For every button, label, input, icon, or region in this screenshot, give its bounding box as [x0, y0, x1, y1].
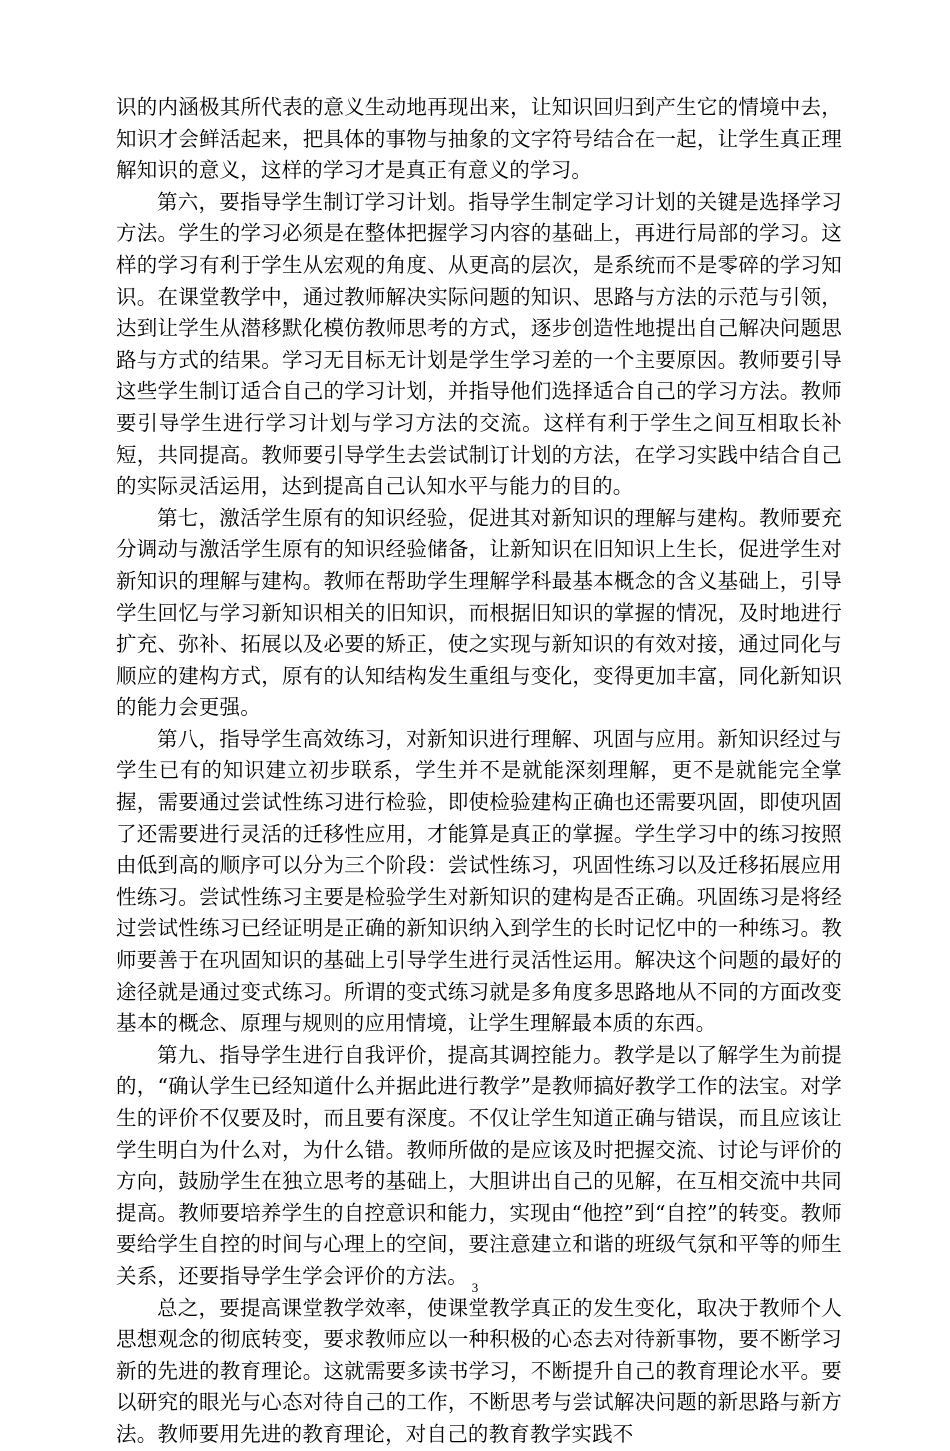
paragraph-ninth-point: 第九、指导学生进行自我评价，提高其调控能力。教学是以了解学生为前提的，“确认学生已经知道什么并据此进行教学”是教师搞好教学工作的法宝。对学生的评价不仅要及时，而且要有深度。不仅让学生知道正确与错误，而且应该让学生明白为什么对，为什么错。教师所做的是应该及时把握交流、讨论与评价的方向，鼓励学生在独立思考的基础上，大胆讲出自己的见解，在互相交流中共同提高。教师要培养学生的自控意识和能力，实现由“他控”到“自控”的转变。教师要给学生自控的时间与心理上的空间，要注意建立和谐的班级气氛和平等的师生关系，还要指导学生学会评价的方法。 — [116, 1042, 842, 1288]
paragraph-conclusion: 总之，要提高课堂教学效率，使课堂教学真正的发生变化，取决于教师个人思想观念的彻底转变，要求教师应以一种积极的心态去对待新事物，要不断学习新的先进的教育理论。这就需要多读书学习，不断提升自己的教育理论水平。要以研究的眼光与心态对待自己的工作，不断思考与尝试解决问题的新思路与新方法。教师要用先进的教育理论，对自己的教育教学实践不 — [116, 1295, 842, 1446]
document-body — [116, 92, 842, 1451]
paragraph-sixth-point: 第六，要指导学生制订学习计划。指导学生制定学习计划的关键是选择学习方法。学生的学习必须是在整体把握学习内容的基础上，再进行局部的学习。这样的学习有利于学生从宏观的角度、从更高的层次，是系统而不是零碎的学习知识。在课堂教学中，通过教师解决实际问题的知识、思路与方法的示范与引领，达到让学生从潜移默化模仿教师思考的方式，逐步创造性地提出自己解决问题思路与方式的结果。学习无目标无计划是学生学习差的一个主要原因。教师要引导这些学生制订适合自己的学习计划，并指导他们选择适合自己的学习方法。教师要引导学生进行学习计划与学习方法的交流。这样有利于学生之间互相取长补短，共同提高。教师要引导学生去尝试制订计划的方法，在学习实践中结合自己的实际灵活运用，达到提高自己认知水平与能力的目的。 — [116, 189, 842, 499]
page-number: 3 — [471, 1280, 479, 1295]
paragraph-seventh-point: 第七，激活学生原有的知识经验，促进其对新知识的理解与建构。教师要充分调动与激活学生原有的知识经验储备，让新知识在旧知识上生长，促进学生对新知识的理解与建构。教师在帮助学生理解学科最基本概念的含义基础上，引导学生回忆与学习新知识相关的旧知识，而根据旧知识的掌握的情况，及时地进行扩充、弥补、拓展以及必要的矫正，使之实现与新知识的有效对接，通过同化与顺应的建构方式，原有的认知结构发生重组与变化，变得更加丰富，同化新知识的能力会更强。 — [116, 505, 842, 720]
paragraph-continued: 识的内涵极其所代表的意义生动地再现出来，让知识回归到产生它的情境中去，知识才会鲜活起来，把具体的事物与抽象的文字符号结合在一起，让学生真正理解知识的意义，这样的学习才是真正有意义的学习。 — [116, 95, 842, 183]
paragraph-eighth-point: 第八，指导学生高效练习，对新知识进行理解、巩固与应用。新知识经过与学生已有的知识建立初步联系，学生并不是就能深刻理解，更不是就能完全掌握，需要通过尝试性练习进行检验，即使检验建构正确也还需要巩固，即使巩固了还需要进行灵活的迁移性应用，才能算是真正的掌握。学生学习中的练习按照由低到高的顺序可以分为三个阶段：尝试性练习，巩固性练习以及迁移拓展应用性练习。尝试性练习主要是检验学生对新知识的建构是否正确。巩固练习是将经过尝试性练习已经证明是正确的新知识纳入到学生的长时记忆中的一种练习。教师要善于在巩固知识的基础上引导学生进行灵活性运用。解决这个问题的最好的途径就是通过变式练习。所谓的变式练习就是多角度多思路地从不同的方面改变基本的概念、原理与规则的应用情境，让学生理解最本质的东西。 — [116, 726, 842, 1036]
